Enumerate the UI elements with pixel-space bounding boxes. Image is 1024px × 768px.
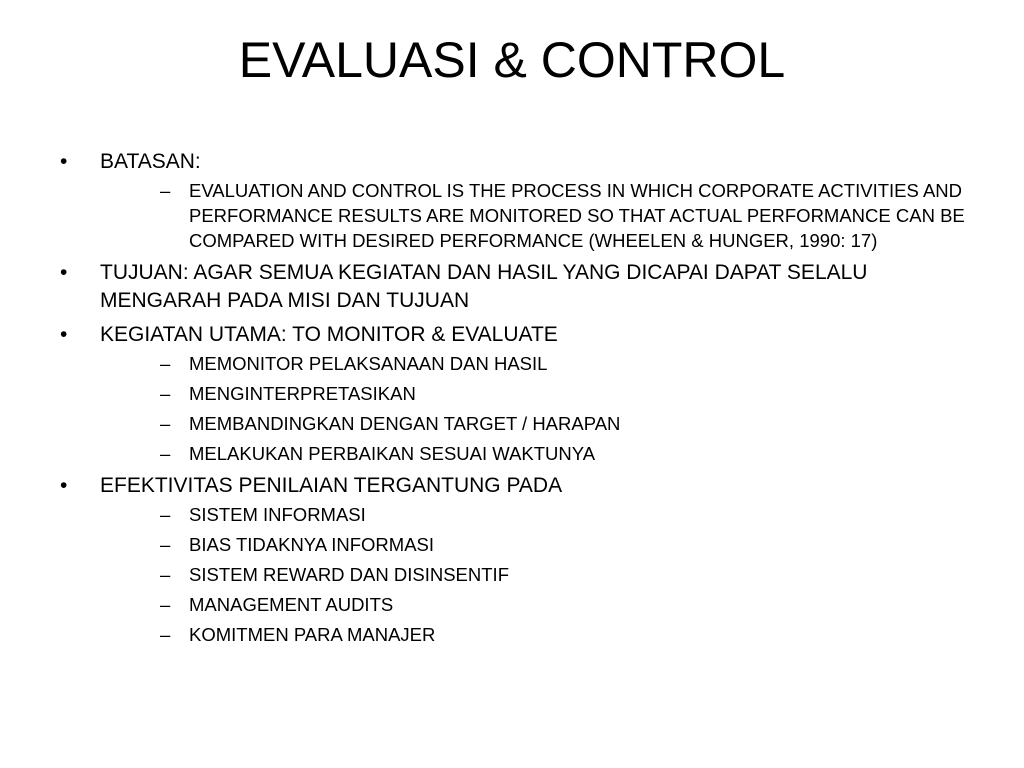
bullet-marker: • bbox=[60, 323, 68, 346]
sub-item bbox=[100, 441, 976, 466]
bullet-item bbox=[56, 259, 976, 315]
sub-text: KOMITMEN PARA MANAJER bbox=[189, 624, 436, 645]
slide-title: EVALUASI & CONTROL bbox=[238, 32, 786, 88]
bullet-text: TUJUAN: AGAR SEMUA KEGIATAN DAN HASIL YANG DICAPAI DAPAT SELALU MENGARAH PADA MISI DAN TUJUAN bbox=[100, 261, 868, 312]
sub-list bbox=[100, 178, 976, 253]
sub-item bbox=[100, 502, 976, 527]
sub-item bbox=[100, 622, 976, 647]
bullet-text: EFEKTIVITAS PENILAIAN TERGANTUNG PADA bbox=[100, 474, 563, 497]
sub-item bbox=[100, 411, 976, 436]
sub-text: SISTEM REWARD DAN DISINSENTIF bbox=[189, 564, 510, 585]
bullet-item bbox=[56, 321, 976, 466]
sub-item bbox=[100, 351, 976, 376]
sub-text: BIAS TIDAKNYA INFORMASI bbox=[189, 534, 435, 555]
bullet-marker: • bbox=[60, 474, 68, 497]
sub-marker: – bbox=[160, 624, 171, 645]
sub-marker: – bbox=[160, 564, 171, 585]
bullet-marker: • bbox=[60, 261, 68, 284]
sub-list bbox=[100, 502, 976, 647]
bullet-text: BATASAN: bbox=[100, 150, 201, 173]
sub-text: SISTEM INFORMASI bbox=[189, 504, 366, 525]
sub-text: MENGINTERPRETASIKAN bbox=[189, 383, 416, 404]
sub-list bbox=[100, 351, 976, 466]
sub-marker: – bbox=[160, 413, 171, 434]
sub-item bbox=[100, 381, 976, 406]
sub-text: MANAGEMENT AUDITS bbox=[189, 594, 394, 615]
sub-item bbox=[100, 178, 976, 253]
sub-marker: – bbox=[160, 504, 171, 525]
sub-marker: – bbox=[160, 534, 171, 555]
sub-marker: – bbox=[160, 353, 171, 374]
sub-text: MELAKUKAN PERBAIKAN SESUAI WAKTUNYA bbox=[189, 443, 596, 464]
sub-marker: – bbox=[160, 594, 171, 615]
sub-text: EVALUATION AND CONTROL IS THE PROCESS IN WHICH CORPORATE ACTIVITIES AND PERFORMANCE RESULTS ARE MONITORED SO THAT ACTUAL PERFORMANCE CAN BE COMPARED WITH DESIRED PERFORMANCE (WHEELEN & HUNGER, 1990: 17) bbox=[189, 180, 965, 251]
sub-marker: – bbox=[160, 383, 171, 404]
sub-marker: – bbox=[160, 180, 171, 201]
sub-item bbox=[100, 532, 976, 557]
sub-marker: – bbox=[160, 443, 171, 464]
bullet-item bbox=[56, 472, 976, 647]
bullet-item bbox=[56, 148, 976, 253]
sub-item bbox=[100, 592, 976, 617]
sub-item bbox=[100, 562, 976, 587]
bullet-text: KEGIATAN UTAMA: TO MONITOR & EVALUATE bbox=[100, 323, 558, 346]
bullet-marker: • bbox=[60, 150, 68, 173]
bullet-list bbox=[56, 148, 976, 647]
sub-text: MEMBANDINGKAN DENGAN TARGET / HARAPAN bbox=[189, 413, 621, 434]
sub-text: MEMONITOR PELAKSANAAN DAN HASIL bbox=[189, 353, 548, 374]
